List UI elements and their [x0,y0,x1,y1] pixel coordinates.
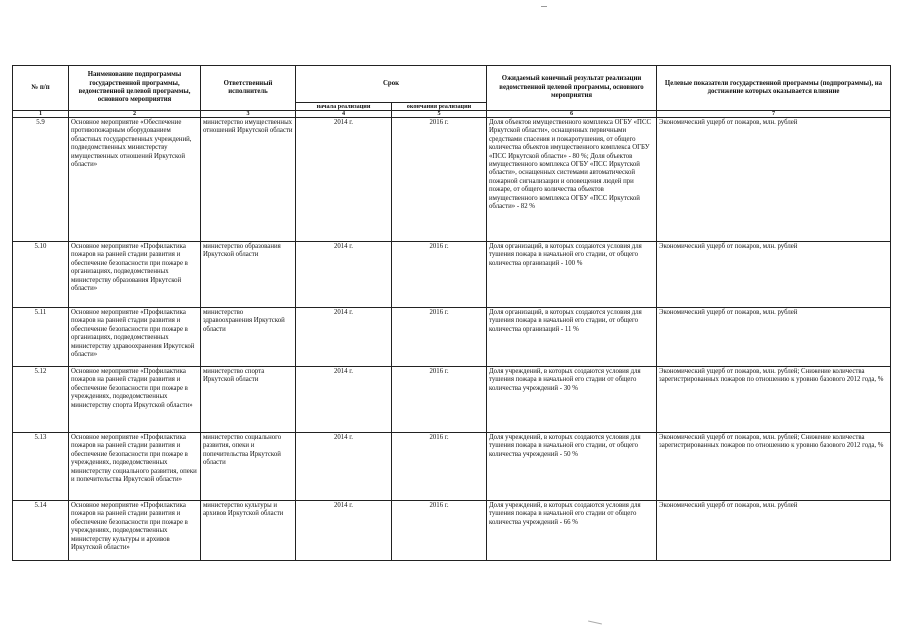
row-start: 2014 г. [296,433,392,501]
row-name: Основное мероприятие «Профилактика пожаров на ранней стадии развития и обеспечение безопасности при пожаре в учреждениях, подведомственных министерству социального развития, опеки и попечительства Иркутской области» [69,433,201,501]
row-end: 2016 г. [392,501,487,561]
row-indicators: Экономический ущерб от пожаров, млн. рублей [657,118,891,242]
row-result: Доля учреждений, в которых создаются условия для тушения пожара в начальной его стадии от общего количества учреждений - 30 % [487,367,657,433]
row-start: 2014 г. [296,367,392,433]
header-num: № п/п [13,66,69,111]
row-num: 5.11 [13,308,69,367]
header-end: окончания реализации [392,103,487,111]
row-responsible: министерство спорта Иркутской области [201,367,296,433]
header-indicators: Целевые показатели государственной программы (подпрограммы), на достижение которых оказывается влияние [657,66,891,111]
header-term: Срок [296,66,487,103]
column-number: 6 [487,111,657,118]
row-name: Основное мероприятие «Профилактика пожаров на ранней стадии развития и обеспечение безопасности при пожаре в учреждениях, подведомственных министерству культуры и архивов Иркутской области» [69,501,201,561]
row-responsible: министерство образования Иркутской области [201,242,296,308]
row-start: 2014 г. [296,308,392,367]
row-result: Доля организаций, в которых создаются условия для тушения пожара в начальной его стадии, от общего количества организаций - 11 % [487,308,657,367]
row-num: 5.10 [13,242,69,308]
column-number: 2 [69,111,201,118]
row-indicators: Экономический ущерб от пожаров, млн. рублей; Снижение количества зарегистрированных пожаров по отношению к уровню базового 2012 года, % [657,367,891,433]
row-indicators: Экономический ущерб от пожаров, млн. рублей; Снижение количества зарегистрированных пожаров по отношению к уровню базового 2012 года, % [657,433,891,501]
table-body [13,118,891,561]
row-end: 2016 г. [392,242,487,308]
row-indicators: Экономический ущерб от пожаров, млн. рублей [657,308,891,367]
column-number: 1 [13,111,69,118]
row-start: 2014 г. [296,501,392,561]
row-responsible: министерство социального развития, опеки и попечительства Иркутской области [201,433,296,501]
row-name: Основное мероприятие «Профилактика пожаров на ранней стадии развития и обеспечение безопасности при пожаре в организациях, подведомственных министерству образования Иркутской области» [69,242,201,308]
row-num: 5.12 [13,367,69,433]
table-row [13,501,891,561]
row-indicators: Экономический ущерб от пожаров, млн. рублей [657,501,891,561]
row-result: Доля объектов имущественного комплекса ОГБУ «ПСС Иркутской области», оснащенных первичными средствами спасения и пожаротушения, от общего количества объектов имущественного комплекса ОГБУ «ПСС Иркутской области» - 80 %; Доля объектов имущественного комплекса ОГБУ «ПСС Иркутской области», оснащенных системами автоматической пожарной сигнализации и оповещения людей при пожаре, от общего количества объектов имущественного комплекса ОГБУ «ПСС Иркутской области» - 82 % [487,118,657,242]
table-row [13,242,891,308]
column-number: 4 [296,111,392,118]
row-responsible: министерство здравоохранения Иркутской области [201,308,296,367]
row-end: 2016 г. [392,367,487,433]
column-number: 3 [201,111,296,118]
table-header [13,66,891,118]
table-row [13,367,891,433]
row-num: 5.14 [13,501,69,561]
row-end: 2016 г. [392,308,487,367]
row-responsible: министерство культуры и архивов Иркутской области [201,501,296,561]
measures-table [12,65,891,561]
row-start: 2014 г. [296,242,392,308]
table-row [13,118,891,242]
header-result: Ожидаемый конечный результат реализации ведомственной целевой программы, основного мероприятия [487,66,657,111]
header-name: Наименование подпрограммы государственной программы, ведомственной целевой программы, основного мероприятия [69,66,201,111]
column-numbers-row [13,111,891,118]
row-end: 2016 г. [392,118,487,242]
row-result: Доля учреждений, в которых создаются условия для тушения пожара в начальной его стадии, от общего количества учреждений - 50 % [487,433,657,501]
row-name: Основное мероприятие «Профилактика пожаров на ранней стадии развития и обеспечение безопасности при пожаре в учреждениях, подведомственных министерству спорта Иркутской области» [69,367,201,433]
row-result: Доля организаций, в которых создаются условия для тушения пожара в начальной его стадии, от общего количества организаций - 100 % [487,242,657,308]
row-start: 2014 г. [296,118,392,242]
table-row [13,308,891,367]
row-name: Основное мероприятие «Обеспечение противопожарным оборудованием областных государственных учреждений, подведомственных министерству имущественных отношений Иркутской области» [69,118,201,242]
column-number: 5 [392,111,487,118]
row-indicators: Экономический ущерб от пожаров, млн. рублей [657,242,891,308]
table-row [13,433,891,501]
scan-mark-bottom [588,621,602,625]
row-num: 5.9 [13,118,69,242]
scan-mark-top [541,6,547,7]
header-responsible: Ответственный исполнитель [201,66,296,111]
row-end: 2016 г. [392,433,487,501]
header-start: начала реализации [296,103,392,111]
row-num: 5.13 [13,433,69,501]
row-responsible: министерство имущественных отношений Иркутской области [201,118,296,242]
row-result: Доля учреждений, в которых создаются условия для тушения пожара в начальной его стадии от общего количества учреждений - 66 % [487,501,657,561]
row-name: Основное мероприятие «Профилактика пожаров на ранней стадии развития и обеспечение безопасности при пожаре в организациях, подведомственных министерству здравоохранения Иркутской области» [69,308,201,367]
column-number: 7 [657,111,891,118]
